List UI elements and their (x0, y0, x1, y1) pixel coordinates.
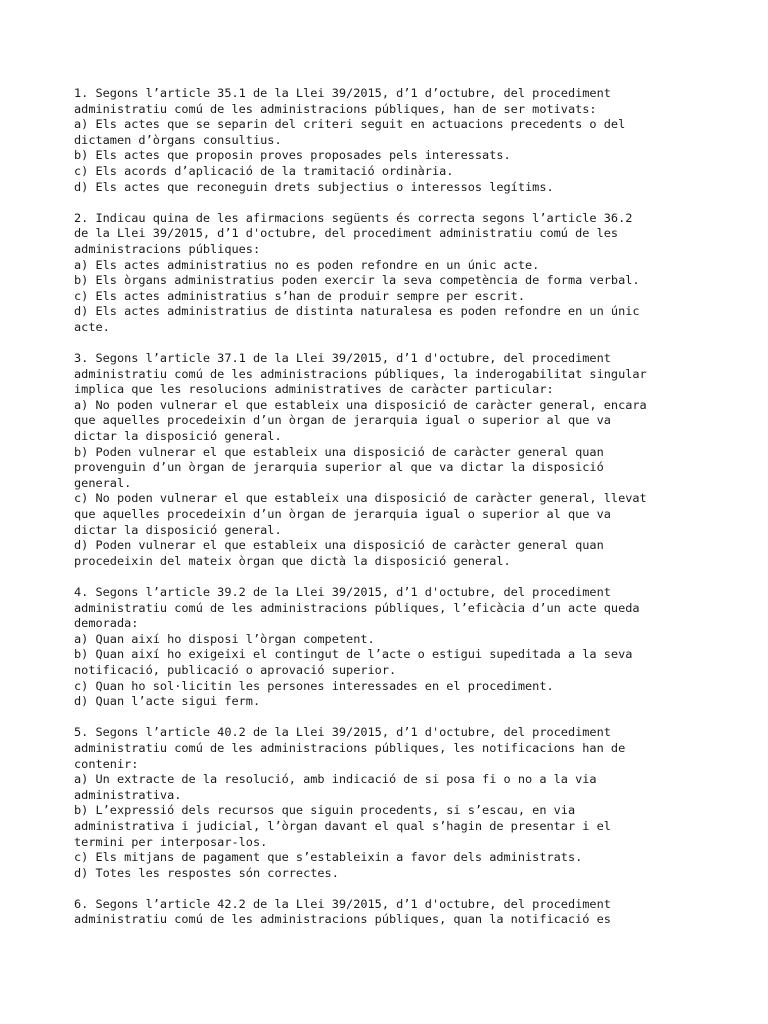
answer-option-a: a) Els actes administratius no es poden refondre en un únic acte. (74, 257, 540, 272)
answer-option-d: d) Els actes que reconeguin drets subjectius o interessos legítims. (74, 179, 554, 194)
question-stem-line: demorada: (74, 616, 139, 631)
answer-option-b: b) Quan així ho exigeixi el contingut de l’acte o estigui supeditada a la seva (74, 647, 633, 662)
question-stem-line: administracions públiques: (74, 241, 261, 256)
answer-option-b-cont: administrativa i judicial, l’òrgan davant el qual s’hagin de presentar i el (74, 818, 611, 833)
answer-option-a: a) Un extracte de la resolució, amb indicació de si posa fi o no a la via (74, 772, 597, 787)
answer-option-c: c) Quan ho sol·licitin les persones interessades en el procediment. (74, 678, 554, 693)
answer-option-d-cont: acte. (74, 319, 110, 334)
answer-option-d-cont: procedeixin del mateix òrgan que dictà la disposició general. (74, 553, 511, 568)
answer-option-b-cont: termini per interposar-los. (74, 834, 268, 849)
answer-option-b: b) Els actes que proposin proves proposades pels interessats. (74, 148, 511, 163)
answer-option-b: b) Poden vulnerar el que estableix una disposició de caràcter general quan (74, 444, 604, 459)
question-stem-line: 3. Segons l’article 37.1 de la Llei 39/2015, d’1 d'octubre, del procediment (74, 351, 611, 366)
answer-option-c-cont: que aquelles procedeixin d’un òrgan de jerarquia igual o superior al que va (74, 507, 611, 522)
question-stem-line: 6. Segons l’article 42.2 de la Llei 39/2015, d’1 d'octubre, del procediment (74, 896, 611, 911)
question-1 (74, 86, 714, 195)
answer-option-c: c) Els mitjans de pagament que s’estableixin a favor dels administrats. (74, 850, 583, 865)
answer-option-a-cont: dictar la disposició general. (74, 429, 282, 444)
question-stem-line: administratiu comú de les administracions públiques, la inderogabilitat singular (74, 366, 647, 381)
question-stem-line: administratiu comú de les administracions públiques, han de ser motivats: (74, 101, 597, 116)
question-stem-line: administratiu comú de les administracions públiques, l’eficàcia d’un acte queda (74, 600, 640, 615)
question-6 (74, 897, 714, 928)
question-stem-line: 5. Segons l’article 40.2 de la Llei 39/2015, d’1 d'octubre, del procediment (74, 725, 611, 740)
answer-option-a: a) Els actes que se separin del criteri seguit en actuacions precedents o del (74, 117, 626, 132)
question-4 (74, 585, 714, 710)
answer-option-c: c) No poden vulnerar el que estableix una disposició de caràcter general, llevat (74, 491, 647, 506)
answer-option-a-cont: que aquelles procedeixin d’un òrgan de jerarquia igual o superior al que va (74, 413, 611, 428)
question-stem-line: 4. Segons l’article 39.2 de la Llei 39/2015, d’1 d'octubre, del procediment (74, 585, 611, 599)
answer-option-b-cont: general. (74, 475, 132, 490)
question-stem-line: de la Llei 39/2015, d’1 d'octubre, del procediment administratiu comú de les (74, 226, 619, 241)
question-3 (74, 351, 714, 569)
answer-option-a: a) No poden vulnerar el que estableix una disposició de caràcter general, encara (74, 397, 647, 412)
question-stem-line: implica que les resolucions administratives de caràcter particular: (74, 382, 554, 397)
question-stem-line: administratiu comú de les administracions públiques, quan la notificació es (74, 912, 611, 927)
answer-option-b: b) Els òrgans administratius poden exercir la seva competència de forma verbal. (74, 273, 640, 288)
answer-option-d: d) Els actes administratius de distinta naturalesa es poden refondre en un únic (74, 304, 640, 319)
question-stem-line: administratiu comú de les administracions públiques, les notificacions han de (74, 740, 626, 755)
answer-option-b: b) L’expressió dels recursos que siguin procedents, si s’escau, en via (74, 803, 576, 818)
answer-option-d: d) Poden vulnerar el que estableix una disposició de caràcter general quan (74, 538, 604, 553)
answer-option-d: d) Totes les respostes són correctes. (74, 865, 339, 880)
question-stem-line: contenir: (74, 756, 139, 771)
question-5 (74, 725, 714, 881)
question-stem-line: 1. Segons l’article 35.1 de la Llei 39/2015, d’1 d’octubre, del procediment (74, 86, 611, 100)
question-stem-line: 2. Indicau quina de les afirmacions següents és correcta segons l’article 36.2 (74, 210, 633, 225)
answer-option-c-cont: dictar la disposició general. (74, 522, 282, 537)
answer-option-a-cont: dictamen d’òrgans consultius. (74, 132, 282, 147)
answer-option-b-cont: notificació, publicació o aprovació superior. (74, 662, 397, 677)
answer-option-a: a) Quan així ho disposi l’òrgan competent. (74, 631, 375, 646)
document-page (74, 86, 714, 944)
answer-option-c: c) Els actes administratius s’han de produir sempre per escrit. (74, 288, 526, 303)
answer-option-c: c) Els acords d’aplicació de la tramitació ordinària. (74, 163, 454, 178)
answer-option-b-cont: provenguin d’un òrgan de jerarquia superior al que va dictar la disposició (74, 460, 604, 475)
answer-option-a-cont: administrativa. (74, 787, 182, 802)
answer-option-d: d) Quan l’acte sigui ferm. (74, 694, 261, 709)
question-2 (74, 211, 714, 336)
